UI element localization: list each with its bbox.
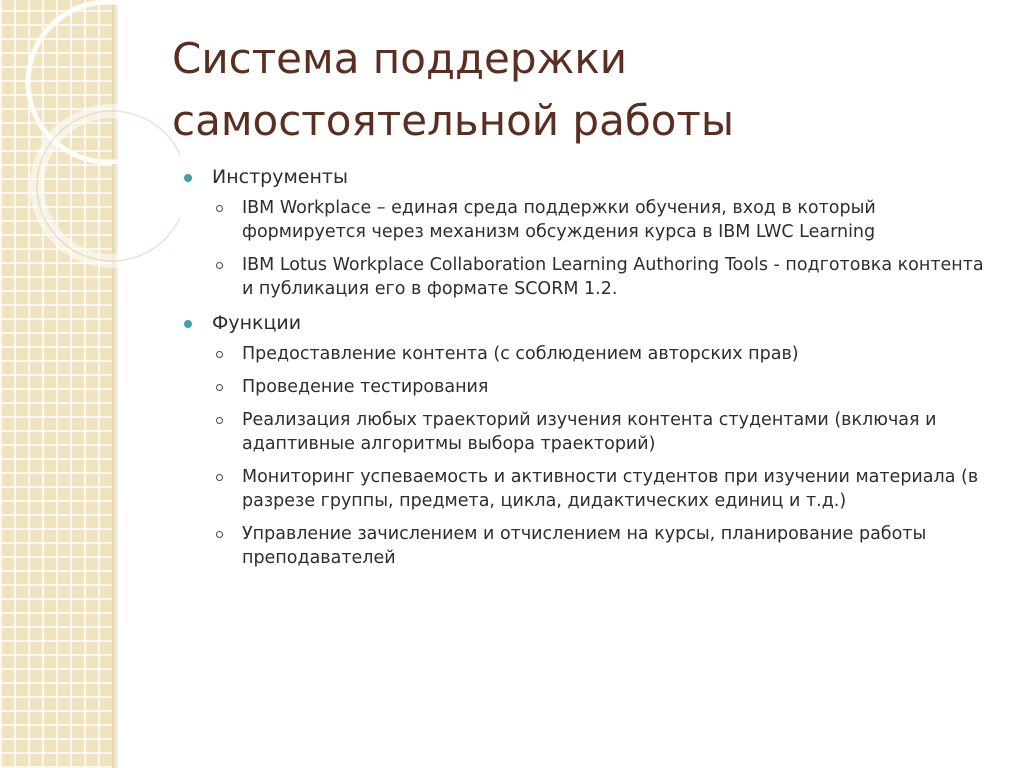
sub-bullet-text: IBM Workplace – единая среда поддержки обучения, вход в который формируется через механизм обсуждения курса в IBM LWC Learning <box>242 198 876 242</box>
bullet-dot-icon <box>184 320 192 328</box>
sub-bullet-ring-icon <box>216 262 223 269</box>
sub-bullet-text: IBM Lotus Workplace Collaboration Learning Authoring Tools - подготовка контента и публикация его в формате SCORM 1.2. <box>242 255 984 299</box>
bullet-heading-text: Функции <box>212 312 302 334</box>
slide-title <box>172 28 972 152</box>
sub-bullet-text: Проведение тестирования <box>242 377 489 397</box>
sub-bullet-ring-icon <box>216 205 223 212</box>
sub-bullet-item <box>184 342 984 366</box>
sub-bullet-text: Мониторинг успеваемость и активности студентов при изучении материала (в разрезе группы, предмета, цикла, дидактических единиц и т.д.) <box>242 467 979 511</box>
sub-bullet-item <box>184 522 984 570</box>
sub-bullet-ring-icon <box>216 474 223 481</box>
sub-bullet-ring-icon <box>216 417 223 424</box>
section-functions <box>184 310 984 570</box>
sub-bullet-item <box>184 408 984 456</box>
bullet-heading-text: Инструменты <box>212 166 348 188</box>
decorative-rings <box>0 0 180 300</box>
sub-bullet-text: Реализация любых траекторий изучения контента студентами (включая и адаптивные алгоритмы выбора траекторий) <box>242 410 937 454</box>
slide-content <box>184 164 984 579</box>
sub-bullet-item <box>184 465 984 513</box>
sub-bullet-text: Предоставление контента (с соблюдением авторских прав) <box>242 344 799 364</box>
bullet-heading <box>184 310 984 336</box>
sub-bullet-ring-icon <box>216 531 223 538</box>
title-line: самостоятельной работы <box>172 96 735 145</box>
sub-bullet-text: Управление зачислением и отчислением на курсы, планирование работы преподавателей <box>242 524 927 568</box>
bullet-heading <box>184 164 984 190</box>
title-line: Система поддержки <box>172 34 628 83</box>
sub-bullet-ring-icon <box>216 384 223 391</box>
sub-bullet-item <box>184 196 984 244</box>
section-instruments <box>184 164 984 301</box>
bullet-dot-icon <box>184 174 192 182</box>
sub-bullet-item <box>184 375 984 399</box>
sub-bullet-ring-icon <box>216 351 223 358</box>
sub-bullet-item <box>184 253 984 301</box>
